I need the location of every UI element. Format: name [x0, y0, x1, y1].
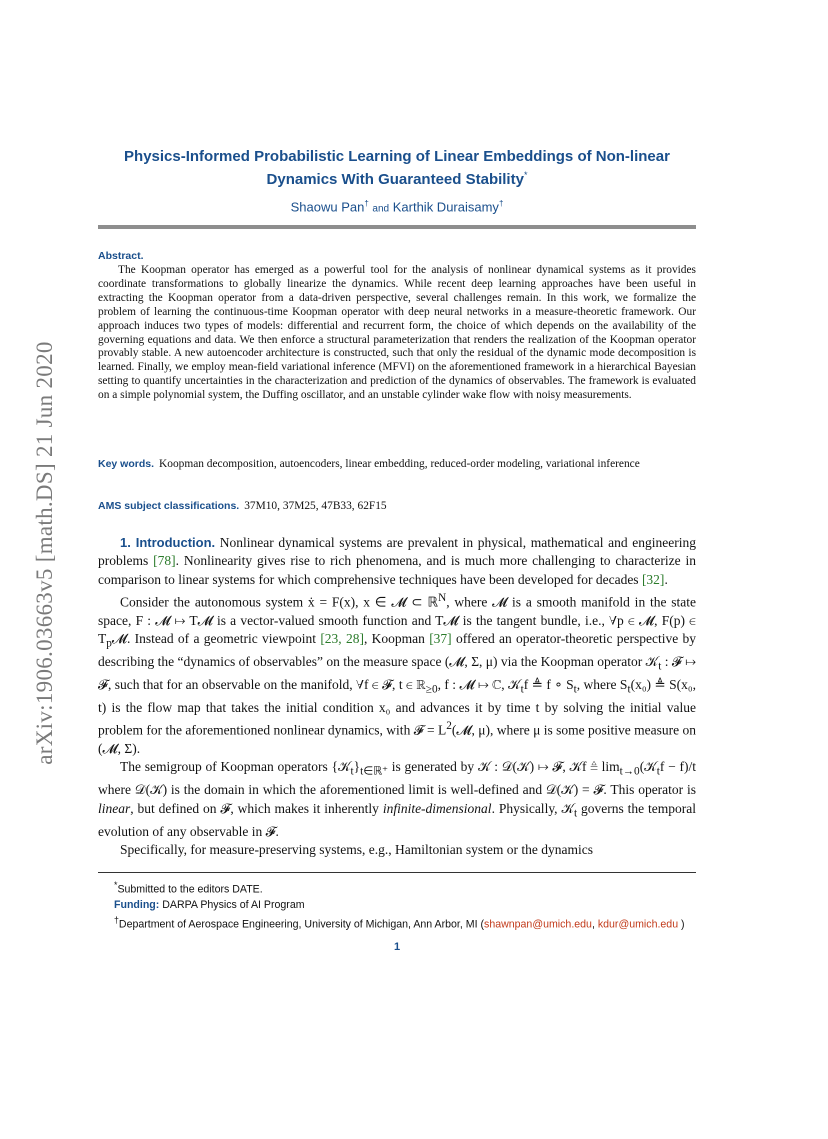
citation-32[interactable]: [32] — [641, 571, 665, 587]
title-rule — [98, 225, 696, 229]
p2-text-11: (𝓜, μ), where μ is some positive measure on (𝓜, Σ). — [98, 722, 696, 757]
p3-sub-5: t — [573, 807, 578, 820]
email-link-pan[interactable]: shawnpan@umich.edu — [484, 918, 592, 931]
footnote-2-end: ) — [678, 918, 685, 931]
footnote-funding — [98, 898, 696, 913]
footnote-2-mark: † — [114, 914, 119, 925]
arxiv-identifier-stamp: arXiv:1906.03663v5 [math.DS] 21 Jun 2020 — [32, 341, 57, 765]
abstract-body: The Koopman operator has emerged as a powerful tool for the analysis of nonlinear dynamical systems as it provides coordinate transformations to globally linearize the dynamics. While recent deep learning approaches have been useful in extracting the Koopman operator from a data-driven perspective, several challenges remain. In this work, we formalize the problem of learning the continuous-time Koopman operator with deep neural networks in a measure-theoretic framework. Our approach induces two types of models: differential and recurrent form, the choice of which depends on the availability of the governing equations and data. We then enforce a structural parameterization that renders the realization of the Koopman operator provably stable. A new autoencoder architecture is constructed, such that only the residual of the dynamic mode decomposition is learned. Finally, we employ mean-field variational inference (MFVI) on the aforementioned framework in a hierarchical Bayesian setting to quantify uncertainties in the characterization and prediction of the dynamics of observables. The framework is evaluated on a simple polynomial system, the Duffing oscillator, and an unstable cylinder wake flow with noisy measurements. — [98, 264, 696, 402]
intro-paragraph-1 — [98, 534, 696, 589]
p3-text-2: } — [353, 759, 361, 775]
p3-sub-4: t — [656, 766, 660, 779]
keywords-text: Koopman decomposition, autoencoders, linear embedding, reduced-order modeling, variational inference — [159, 458, 640, 470]
p3-emphasis-infinite: infinite-dimensional — [382, 800, 492, 816]
p1-text-3: . — [664, 571, 668, 587]
footnote-1-mark: * — [114, 880, 118, 890]
p3-emphasis-linear: linear — [98, 800, 131, 816]
p2-sub-5: t — [573, 683, 577, 696]
p2-sub-3: ≥0 — [425, 683, 438, 696]
p2-text-5: offered an operator-theoretic perspective by describing the “dynamics of observables” on the measure space (𝓜, Σ, μ) via the Koopman operator 𝒦 — [98, 630, 697, 669]
title-footnote-mark: * — [523, 170, 528, 180]
p3-text-7: . Physically, 𝒦 — [491, 800, 574, 816]
introduction-section — [98, 534, 696, 859]
footnote-affiliation — [98, 913, 696, 933]
p3-text-4: (𝒦 — [639, 759, 657, 775]
ams-classifications — [98, 500, 696, 512]
ams-codes: 37M10, 37M25, 47B33, 62F15 — [244, 500, 387, 512]
intro-paragraph-2 — [98, 589, 696, 758]
p3-sub-3: t→0 — [619, 766, 640, 779]
intro-paragraph-3 — [98, 758, 696, 841]
p2-sub-4: t — [520, 683, 524, 696]
p2-sup-2: 2 — [446, 720, 452, 733]
page-number: 1 — [393, 941, 401, 953]
funding-text: DARPA Physics of AI Program — [162, 898, 305, 911]
p2-text-8: f ≜ f ∘ S — [523, 676, 574, 692]
intro-paragraph-4: Specifically, for measure-preserving systems, e.g., Hamiltonian system or the dynamics — [120, 841, 594, 857]
p2-text-1: Consider the autonomous system ẋ = F(x), x ∈ 𝓜 ⊂ ℝ — [120, 594, 439, 610]
p3-text-6: , but defined on 𝓕, which makes it inherently — [130, 800, 383, 816]
author-1: Shaowu Pan — [290, 199, 365, 215]
p2-text-7: , f : 𝓜 ↦ ℂ, 𝒦 — [437, 676, 521, 692]
p3-sub-2: t∈ℝ⁺ — [360, 766, 388, 779]
funding-label: Funding: — [114, 898, 160, 911]
p2-text-2: , where 𝓜 is a smooth manifold in the state space, F : 𝓜 ↦ T𝓜 is a vector-valued smooth function and T𝓜 is the tangent bundle, i.e., ∀p ∈ 𝓜, F(p) ∈ T — [98, 594, 697, 646]
p2-sub-2: t — [658, 660, 662, 673]
citation-23-28[interactable]: [23, 28] — [320, 630, 364, 646]
footnotes — [98, 878, 696, 932]
citation-37[interactable]: [37] — [429, 630, 452, 646]
footnote-1-text: Submitted to the editors DATE. — [117, 883, 263, 896]
author-2: Karthik Duraisamy — [392, 199, 499, 215]
p2-sub-1: p — [106, 637, 112, 650]
footnote-2-text: Department of Aerospace Engineering, University of Michigan, Ann Arbor, MI ( — [118, 918, 485, 931]
section-heading: 1. Introduction. — [120, 535, 216, 550]
ams-label: AMS subject classifications. — [98, 500, 240, 512]
author-list — [98, 199, 696, 214]
title-line-1: Physics-Informed Probabilistic Learning of Linear Embeddings of Non-linear — [124, 148, 670, 165]
p1-text-1: Nonlinear dynamical systems are prevalent in physical, mathematical and engineering problems — [98, 535, 696, 569]
title-line-2 — [98, 166, 696, 189]
footnote-submitted — [98, 878, 696, 898]
p2-text-4: , Koopman — [363, 630, 430, 646]
p2-text-10: (x₀) ≜ S(x₀, t) is the flow map that takes the initial condition x₀ and advances it by time t by solving the initial value problem for the aforementioned nonlinear dynamics, with 𝓕 = L — [98, 676, 696, 738]
citation-78[interactable]: [78] — [153, 553, 176, 569]
email-link-duraisamy[interactable]: kdur@umich.edu — [597, 918, 679, 931]
author-2-mark: † — [498, 199, 504, 208]
email-separator: , — [591, 918, 598, 931]
author-and: and — [372, 203, 390, 215]
p2-sub-6: t — [627, 683, 631, 696]
p3-text-1: The semigroup of Koopman operators {𝒦 — [120, 759, 351, 775]
p1-text-2: . Nonlinearity gives rise to rich phenomena, and is much more challenging to characterize in comparison to linear systems for which comprehensive techniques have been developed for decades — [98, 553, 696, 587]
title-line-2-text: Dynamics With Guaranteed Stability — [266, 171, 524, 188]
p3-text-3: is generated by 𝒦 : 𝒟(𝒦) ↦ 𝓕, 𝒦f ≜ lim — [387, 759, 620, 775]
p2-text-9: , where S — [576, 676, 628, 692]
author-1-mark: † — [364, 199, 369, 208]
keywords-label: Key words. — [98, 458, 155, 470]
p2-text-6: : 𝓕 ↦ 𝓕, such that for an observable on the manifold, ∀f ∈ 𝓕, t ∈ ℝ — [98, 653, 697, 692]
p3-text-5: f − f)/t where 𝒟(𝒦) is the domain in which the aforementioned limit is well-defined and 𝒟(𝒦) = 𝓕. This operator is — [98, 759, 696, 798]
paper-title — [98, 147, 696, 189]
keywords — [98, 457, 696, 471]
p3-text-8: governs the temporal evolution of any observable in 𝓕. — [98, 800, 696, 839]
footnote-rule — [98, 872, 696, 873]
abstract-heading: Abstract. — [98, 250, 144, 262]
p3-sub-1: t — [350, 766, 354, 779]
p2-sup-1: N — [438, 591, 447, 604]
p2-text-3: 𝓜. Instead of a geometric viewpoint — [111, 630, 321, 646]
